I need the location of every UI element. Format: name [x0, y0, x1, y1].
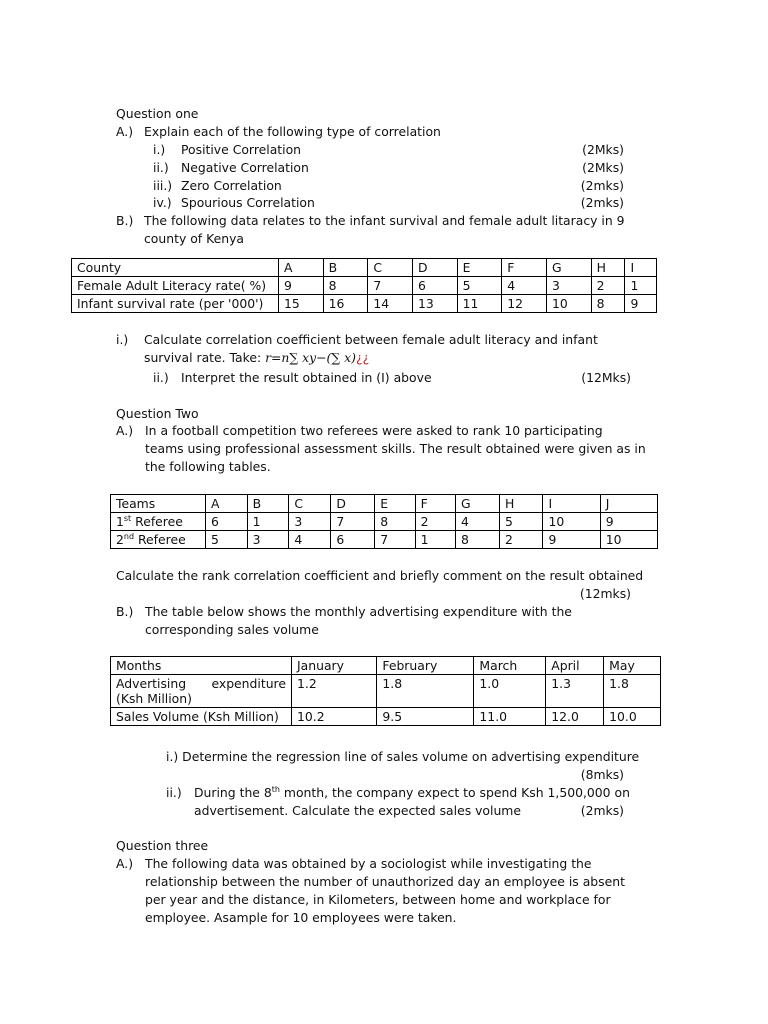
correlation-formula: r=n∑ xy−(∑ x) [265, 350, 356, 365]
q1-item-marks: (2mks) [580, 178, 624, 193]
q1-item-num: ii.) [153, 160, 169, 175]
table-cell: J [600, 495, 657, 513]
table-cell: 13 [412, 295, 457, 313]
table-cell: B [323, 259, 368, 277]
q1-sub-ii-text: Interpret the result obtained in (I) above [181, 370, 432, 385]
table-cell: 12 [502, 295, 547, 313]
q1-item-num: iv.) [153, 195, 172, 210]
formula-garbled-glyphs: ¿¿ [356, 350, 370, 365]
table-cell: 1.3 [546, 675, 604, 708]
table-cell: February [377, 657, 474, 675]
table-cell: 16 [323, 295, 368, 313]
q3-a-label: A.) [116, 856, 134, 871]
table-cell: I [625, 259, 657, 277]
table-cell: G [455, 495, 499, 513]
table-row [72, 295, 657, 313]
table-cell: 8 [455, 531, 499, 549]
table-cell: 1.2 [292, 675, 377, 708]
q2-calc-text: Calculate the rank correlation coefficient and briefly comment on the result obtained [116, 568, 644, 583]
table-cell: 15 [279, 295, 324, 313]
label-word: expenditure [211, 676, 286, 691]
q1-a-text: Explain each of the following type of correlation [144, 124, 441, 139]
q3-a-line2: relationship between the number of unauthorized day an employee is absent [145, 874, 625, 889]
referee-word: Referee [131, 514, 183, 529]
table-cell: 8 [591, 295, 625, 313]
table-cell: 1.8 [377, 675, 474, 708]
table-cell: 1.8 [604, 675, 661, 708]
table-cell: 3 [289, 513, 331, 531]
q1-item-text: Zero Correlation [181, 178, 282, 193]
table-cell: 7 [368, 277, 413, 295]
table-cell: January [292, 657, 377, 675]
table-cell: 8 [323, 277, 368, 295]
q1-sub-ii-num: ii.) [153, 370, 169, 385]
table-cell: 6 [331, 531, 375, 549]
table-cell: C [368, 259, 413, 277]
table-cell: 2 [591, 277, 625, 295]
table-cell: 14 [368, 295, 413, 313]
table-cell: 3 [546, 277, 591, 295]
table-row [72, 277, 657, 295]
table-cell: 4 [502, 277, 547, 295]
table-cell: 4 [455, 513, 499, 531]
table-cell: D [412, 259, 457, 277]
table-cell: 9.5 [377, 708, 474, 726]
table-cell: 1 [415, 531, 455, 549]
q1-item-text: Spourious Correlation [181, 195, 315, 210]
q1-b-text-line1: The following data relates to the infant survival and female adult litaracy in 9 [144, 213, 625, 228]
table-row [111, 675, 661, 708]
table-cell: 5 [500, 513, 543, 531]
q2-a-label: A.) [116, 423, 134, 438]
referee-word: Referee [134, 532, 186, 547]
ordinal-suffix: st [123, 514, 132, 523]
table-cell: March [474, 657, 546, 675]
literacy-table [71, 258, 657, 313]
q2-b-label: B.) [116, 604, 134, 619]
table-cell: 6 [206, 513, 248, 531]
table-cell: 11 [457, 295, 502, 313]
table-cell: April [546, 657, 604, 675]
table-cell: 10 [546, 295, 591, 313]
table-cell: Teams [111, 495, 206, 513]
table-cell: 3 [247, 531, 289, 549]
q1-b-label: B.) [116, 213, 134, 228]
table-header-row [72, 259, 657, 277]
table-cell: 10.0 [604, 708, 661, 726]
table-cell: Months [111, 657, 292, 675]
table-cell: 10 [543, 513, 600, 531]
table-header-row [111, 657, 661, 675]
table-cell: County [72, 259, 279, 277]
table-cell [111, 675, 292, 708]
table-cell: Female Adult Literacy rate( %) [72, 277, 279, 295]
q3-heading: Question three [116, 838, 209, 853]
q3-a-line3: per year and the distance, in Kilometers, between home and workplace for [145, 892, 611, 907]
table-cell: E [375, 495, 415, 513]
table-cell: C [289, 495, 331, 513]
q3-a-line4: employee. Asample for 10 employees were taken. [145, 910, 457, 925]
label-line [116, 676, 286, 691]
q2-sub-i-marks: (8mks) [580, 767, 624, 782]
q1-sub-i-text-line2 [144, 352, 369, 364]
table-cell: 8 [375, 513, 415, 531]
table-cell: A [206, 495, 248, 513]
q2-calc-marks: (12mks) [579, 586, 631, 601]
q2-a-line3: the following tables. [145, 459, 271, 474]
table-cell: 7 [375, 531, 415, 549]
q3-a-line1: The following data was obtained by a sociologist while investigating the [145, 856, 592, 871]
table-cell: 2 [500, 531, 543, 549]
referee-number: 2 [116, 532, 124, 547]
table-header-row [111, 495, 658, 513]
table-cell: 5 [457, 277, 502, 295]
table-row [111, 513, 658, 531]
table-cell: 4 [289, 531, 331, 549]
q2-b-line1: The table below shows the monthly advertising expenditure with the [145, 604, 572, 619]
q1-item-marks: (2Mks) [582, 142, 624, 157]
table-cell [111, 531, 206, 549]
table-cell: 1.0 [474, 675, 546, 708]
table-cell: May [604, 657, 661, 675]
q2-sub-i-text: i.) Determine the regression line of sales volume on advertising expenditure [166, 749, 640, 764]
table-cell: D [331, 495, 375, 513]
q1-item-num: i.) [153, 142, 166, 157]
table-cell: 7 [331, 513, 375, 531]
table-cell: I [543, 495, 600, 513]
q2-a-line2: teams using professional assessment skills. The result obtained were given as in [145, 441, 646, 456]
q1-item-text: Negative Correlation [181, 160, 309, 175]
table-cell: 9 [625, 295, 657, 313]
formula-lead-text: survival rate. Take: [144, 350, 266, 365]
table-cell: 1 [247, 513, 289, 531]
table-cell: 9 [543, 531, 600, 549]
label-line: (Ksh Million) [116, 691, 192, 706]
ordinal-suffix: nd [123, 532, 135, 541]
table-row [111, 531, 658, 549]
table-cell: 6 [412, 277, 457, 295]
q2-sub-ii-num: ii.) [166, 785, 182, 800]
advertising-table [110, 656, 661, 726]
q1-heading: Question one [116, 106, 199, 121]
q1-item-marks: (2Mks) [582, 160, 624, 175]
q2-sub-ii-line1 [194, 787, 630, 799]
table-cell: G [546, 259, 591, 277]
q2-sub-ii-marks: (2mks) [580, 803, 624, 818]
q1-sub-i-text-line1: Calculate correlation coefficient between female adult literacy and infant [144, 332, 598, 347]
sub-ii-text-a: During the 8 [194, 785, 272, 800]
table-cell: H [591, 259, 625, 277]
q1-a-label: A.) [116, 124, 134, 139]
table-cell: 9 [600, 513, 657, 531]
q1-item-num: iii.) [153, 178, 173, 193]
table-cell: 9 [279, 277, 324, 295]
q2-sub-ii-line2: advertisement. Calculate the expected sales volume [194, 803, 521, 818]
table-cell: 12.0 [546, 708, 604, 726]
table-cell: 10.2 [292, 708, 377, 726]
table-cell: B [247, 495, 289, 513]
table-cell: 11.0 [474, 708, 546, 726]
table-cell [111, 513, 206, 531]
table-cell: 5 [206, 531, 248, 549]
table-cell: F [502, 259, 547, 277]
table-cell: Sales Volume (Ksh Million) [111, 708, 292, 726]
table-row [111, 708, 661, 726]
referee-rank-table [110, 494, 658, 549]
table-cell: A [279, 259, 324, 277]
ordinal-suffix: th [271, 785, 280, 794]
q2-b-line2: corresponding sales volume [145, 622, 319, 637]
q1-item-marks: (2mks) [580, 195, 624, 210]
table-cell: H [500, 495, 543, 513]
q1-item-text: Positive Correlation [181, 142, 302, 157]
table-cell: 1 [625, 277, 657, 295]
q2-a-line1: In a football competition two referees were asked to rank 10 participating [145, 423, 603, 438]
table-cell: E [457, 259, 502, 277]
q1-b-text-line2: county of Kenya [144, 231, 245, 246]
table-cell: Infant survival rate (per '000') [72, 295, 279, 313]
q1-sub-i-num: i.) [116, 332, 129, 347]
table-cell: F [415, 495, 455, 513]
q2-heading: Question Two [116, 406, 199, 421]
table-cell: 10 [600, 531, 657, 549]
referee-number: 1 [116, 514, 124, 529]
q1-sub-ii-marks: (12Mks) [581, 370, 631, 385]
sub-ii-text-b: month, the company expect to spend Ksh 1,500,000 on [279, 785, 630, 800]
table-cell: 2 [415, 513, 455, 531]
label-word: Advertising [116, 676, 187, 691]
